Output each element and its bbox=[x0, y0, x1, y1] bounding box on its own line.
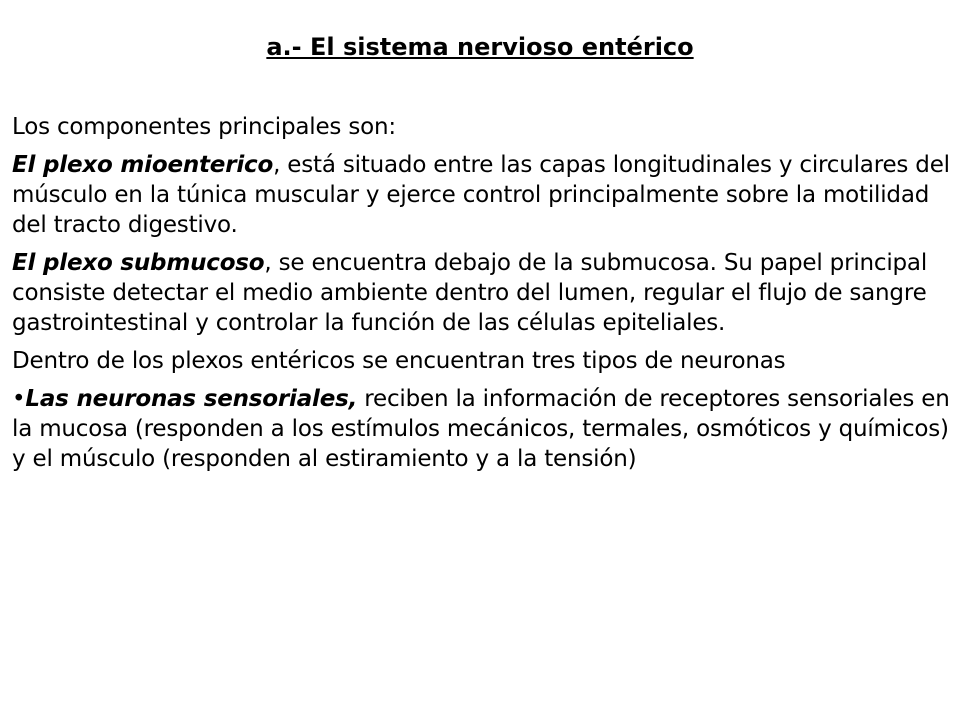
submucosal-plexus-term: El plexo submucoso bbox=[12, 250, 265, 276]
intro-paragraph: Los componentes principales son: bbox=[12, 114, 396, 140]
slide-body bbox=[12, 112, 956, 482]
sensory-neurons-bullet bbox=[12, 384, 956, 474]
myenteric-plexus-term: El plexo mioenterico bbox=[12, 152, 274, 178]
sensory-neurons-term: Las neuronas sensoriales, bbox=[25, 386, 358, 412]
myenteric-plexus-paragraph bbox=[12, 150, 956, 240]
neuron-types-paragraph: Dentro de los plexos entéricos se encuentran tres tipos de neuronas bbox=[12, 348, 786, 374]
submucosal-plexus-text: , se encuentra debajo de la submucosa. Su papel principal consiste detectar el medio ambiente dentro del lumen, regular el flujo de sangre gastrointestinal y controlar la función de las células epiteliales. bbox=[12, 250, 928, 336]
bullet-icon: • bbox=[12, 386, 26, 412]
submucosal-plexus-paragraph bbox=[12, 248, 956, 338]
slide-title: a.- El sistema nervioso entérico bbox=[266, 33, 694, 61]
myenteric-plexus-text: , está situado entre las capas longitudinales y circulares del músculo en la túnica muscular y ejerce control principalmente sobre la motilidad del tracto digestivo. bbox=[12, 152, 950, 238]
sensory-neurons-text: reciben la información de receptores sensoriales en la mucosa (responden a los estímulos mecánicos, termales, osmóticos y químicos) y el músculo (responden al estiramiento y a la tensión) bbox=[12, 386, 950, 472]
